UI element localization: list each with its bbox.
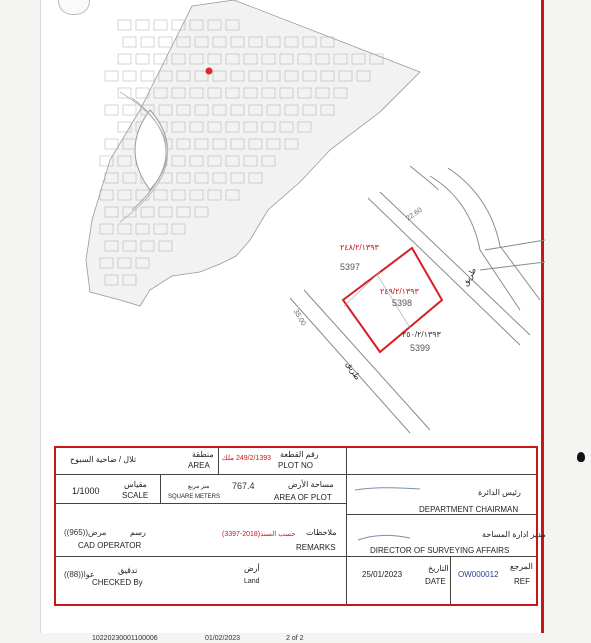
dimension-side: 35.00: [291, 308, 307, 328]
scale-value: 1/1000: [72, 486, 100, 496]
area-unit-en: SQUARE METERS: [168, 494, 221, 500]
lot: [141, 37, 154, 47]
divider: [160, 474, 161, 504]
ref-value: OW000012: [458, 570, 499, 579]
director-label-en: DIRECTOR OF SURVEYING AFFAIRS: [370, 546, 510, 555]
checked-by-label-ar: تدقيق: [118, 566, 138, 575]
plot-number-suffix: ملك: [222, 455, 234, 462]
date-label-ar: التاريخ: [428, 564, 449, 573]
checked-by-value: ((88))عوا: [64, 570, 95, 579]
chairman-label-en: DEPARTMENT CHAIRMAN: [419, 505, 519, 514]
lot: [105, 139, 118, 149]
lot: [136, 20, 149, 30]
footer-print-date: 01/02/2023: [205, 635, 241, 642]
area-value: 767.4: [232, 481, 255, 491]
lot: [105, 71, 118, 81]
plot-5398-number: 5398: [392, 298, 413, 308]
divider: [218, 448, 219, 474]
plot-number-label-ar: رقم القطعة: [280, 450, 319, 459]
area-label-en: AREA OF PLOT: [274, 493, 332, 502]
lot: [123, 71, 136, 81]
chairman-label-ar: رئيس الدائرة: [478, 488, 521, 497]
cad-operator-label-en: CAD OPERATOR: [78, 541, 142, 550]
footer-doc-number: 10220230001100006: [92, 635, 158, 642]
lot: [123, 105, 136, 115]
remarks-label-en: REMARKS: [296, 543, 336, 552]
plot-5399-number: 5399: [410, 343, 431, 353]
lot: [118, 20, 131, 30]
dimension-top: 22.60: [405, 206, 424, 223]
checked-by-label-en: CHECKED By: [92, 578, 143, 587]
scale-label-en: SCALE: [122, 491, 149, 500]
plot-5398-date: ٢٤٩/٢/١٣٩٣: [380, 287, 419, 296]
divider: [56, 503, 346, 504]
land-label-en: Land: [244, 578, 260, 585]
lot: [136, 54, 149, 64]
lot: [159, 37, 172, 47]
remarks-label-ar: ملاحظات: [306, 528, 337, 537]
lot: [141, 71, 154, 81]
road-label-left: طريق: [344, 359, 363, 382]
scale-label-ar: مقياس: [124, 480, 147, 489]
ref-label-en: REF: [514, 577, 530, 586]
area-unit-ar: متر مربع: [188, 484, 210, 490]
divider: [450, 556, 451, 604]
director-label-ar: مدير ادارة المساحة: [482, 530, 546, 539]
district-label-ar: منطقة: [192, 450, 214, 459]
remarks-value: (3397-2018)حسب السند: [222, 531, 296, 538]
plot-number-label-en: PLOT NO: [278, 461, 313, 470]
lot: [118, 88, 131, 98]
date-label-en: DATE: [425, 577, 446, 586]
land-label-ar: أرض: [244, 564, 260, 573]
lot: [123, 37, 136, 47]
footer-page: 2 of 2: [286, 635, 304, 642]
lot: [154, 20, 167, 30]
location-marker-icon: [206, 68, 213, 75]
road-label-right: طريق: [460, 265, 479, 288]
divider: [56, 474, 536, 475]
district-label-en: AREA: [188, 461, 210, 470]
divider: [346, 448, 347, 604]
lot: [118, 54, 131, 64]
cad-operator-value: ((965))مرض: [64, 528, 107, 537]
plot-5399-date: ٢٥٠/٢/١٣٩٣: [402, 330, 441, 339]
plot-5397-number: 5397: [340, 262, 361, 272]
plot-number-value: 249/2/1393: [236, 455, 272, 462]
lot: [105, 105, 118, 115]
ref-label-ar: المرجع: [510, 562, 533, 571]
district-value: تلال / ضاحية السبوح: [70, 455, 137, 464]
pin-icon: [577, 452, 585, 462]
plot-5397-date: ٢٤٨/٢/١٣٩٣: [340, 243, 379, 252]
cad-operator-label-ar: رسم: [130, 528, 146, 537]
area-label-ar: مساحة الأرض: [288, 480, 334, 489]
date-value: 25/01/2023: [362, 570, 403, 579]
divider: [56, 556, 536, 557]
signature-marks: [350, 480, 440, 550]
